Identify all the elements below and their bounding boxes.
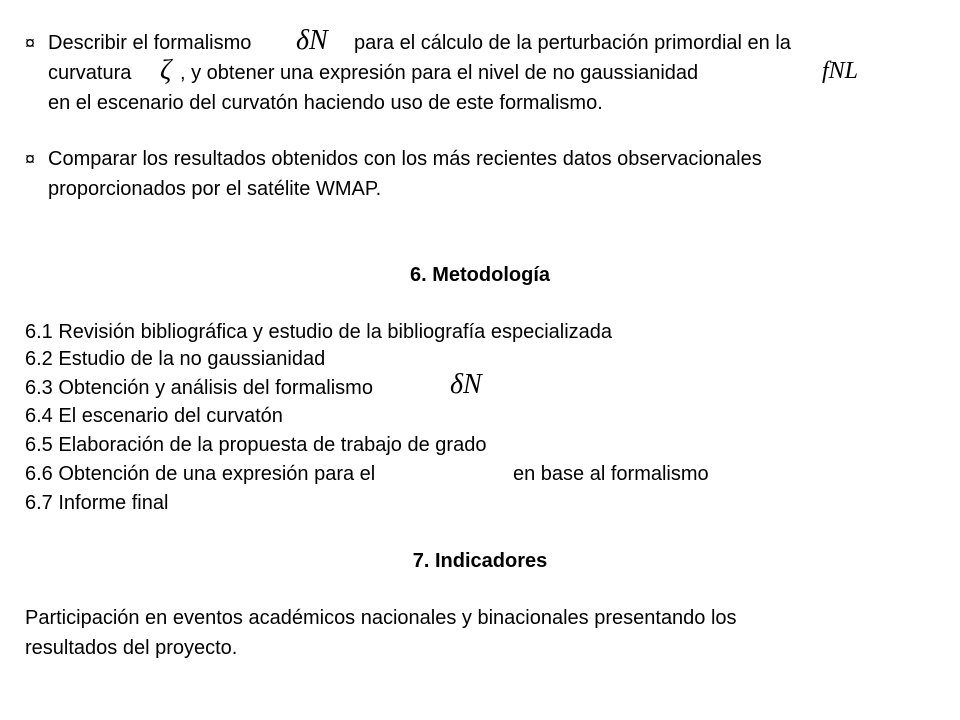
bullet-marker: ¤	[25, 149, 36, 169]
indicators-line-2: resultados del proyecto.	[25, 637, 238, 659]
methodology-item: 6.1 Revisión bibliográfica y estudio de la bibliografía especializada	[25, 321, 613, 343]
objective-1-line-3: en el escenario del curvatón haciendo uso de este formalismo.	[48, 92, 603, 114]
zeta-symbol: ζ	[160, 55, 172, 86]
fnl-symbol: fNL	[822, 58, 859, 84]
objective-2-line-2: proporcionados por el satélite WMAP.	[48, 178, 382, 200]
delta-n-symbol: δN	[296, 25, 328, 56]
methodology-item: 6.3 Obtención y análisis del formalismo	[25, 377, 373, 399]
methodology-item: 6.7 Informe final	[25, 492, 169, 514]
indicators-line-1: Participación en eventos académicos nacionales y binacionales presentando los	[25, 607, 737, 629]
methodology-heading: 6. Metodología	[410, 264, 550, 286]
objective-1-line-2b: , y obtener una expresión para el nivel de no gaussianidad	[180, 62, 699, 84]
objective-2-line-1: Comparar los resultados obtenidos con los más recientes datos observacionales	[48, 148, 762, 170]
bullet-marker: ¤	[25, 33, 36, 53]
indicators-heading: 7. Indicadores	[412, 550, 548, 572]
methodology-item: 6.5 Elaboración de la propuesta de trabajo de grado	[25, 434, 487, 456]
objective-1-line-1b: para el cálculo de la perturbación primordial en la	[354, 32, 791, 54]
methodology-item-tail: en base al formalismo	[513, 463, 709, 485]
delta-n-symbol: δN	[450, 369, 482, 400]
methodology-item: 6.2 Estudio de la no gaussianidad	[25, 348, 326, 370]
objective-1-line-1a: Describir el formalismo	[48, 32, 252, 54]
methodology-item: 6.4 El escenario del curvatón	[25, 405, 283, 427]
objective-1-line-2a: curvatura	[48, 62, 132, 84]
methodology-item: 6.6 Obtención de una expresión para el	[25, 463, 376, 485]
